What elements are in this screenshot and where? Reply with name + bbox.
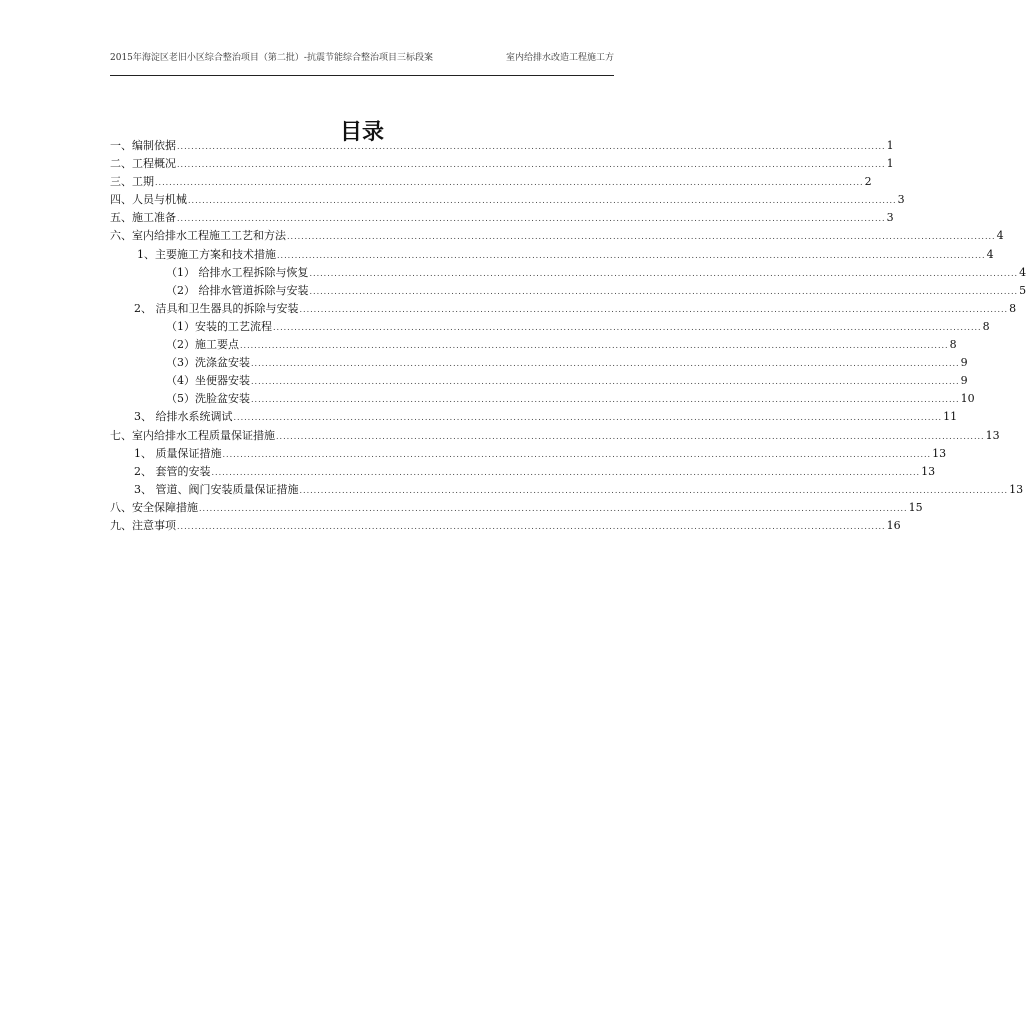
toc-entry-preparation[interactable] xyxy=(110,209,894,227)
toc-page-number: 1 xyxy=(886,157,894,171)
toc-entry-notes[interactable] xyxy=(110,517,901,535)
toc-entry-overview[interactable] xyxy=(110,155,894,173)
toc-page-number: 3 xyxy=(886,211,894,225)
toc-leader-dots: ........................................................................................................................................................................................................ xyxy=(299,304,1009,314)
toc-entry-valve-quality[interactable] xyxy=(110,481,1024,499)
toc-page-number: 13 xyxy=(1009,482,1024,496)
toc-entry-washbasin[interactable] xyxy=(110,390,975,408)
toc-page-number: 11 xyxy=(943,410,958,424)
toc-entry-text: 3、 给排水系统调试 xyxy=(134,410,233,424)
toc-entry-text: 五、施工准备 xyxy=(110,211,176,225)
header-divider xyxy=(110,75,614,76)
toc-entry-text: （1）安装的工艺流程 xyxy=(166,319,272,333)
toc-entry-text: 六、室内给排水工程施工工艺和方法 xyxy=(110,229,286,243)
toc-leader-dots: ........................................................................................................................................................................................................ xyxy=(287,232,996,242)
toc-page-number: 2 xyxy=(864,175,872,189)
toc-entry-text: （4）坐便器安装 xyxy=(166,374,250,388)
toc-leader-dots: ........................................................................................................................................................................................................ xyxy=(251,359,960,369)
toc-leader-dots: ........................................................................................................................................................................................................ xyxy=(177,521,886,531)
toc-page-number: 16 xyxy=(886,518,901,532)
toc-entry-sink[interactable] xyxy=(110,354,968,372)
toc-entry-text: 三、工期 xyxy=(110,175,154,189)
toc-entry-text: （2） 给排水管道拆除与安装 xyxy=(166,283,309,297)
header-section-title: 室内给排水改造工程施工方 xyxy=(505,53,614,63)
toc-page-number: 8 xyxy=(949,338,957,352)
toc-page-number: 4 xyxy=(986,247,994,261)
toc-entry-personnel[interactable] xyxy=(110,191,905,209)
toc-leader-dots: ........................................................................................................................................................................................................ xyxy=(309,268,1019,278)
toc-page-number: 9 xyxy=(960,356,968,370)
toc-leader-dots: ........................................................................................................................................................................................................ xyxy=(299,485,1009,495)
toc-leader-dots: ........................................................................................................................................................................................................ xyxy=(240,341,949,351)
toc-entry-system-testing[interactable] xyxy=(110,408,958,426)
toc-leader-dots: ........................................................................................................................................................................................................ xyxy=(155,178,864,188)
table-of-contents xyxy=(110,137,1026,535)
toc-leader-dots: ........................................................................................................................................................................................................ xyxy=(222,449,932,459)
toc-entry-schedule[interactable] xyxy=(110,173,872,191)
toc-entry-pipe-installation[interactable] xyxy=(110,282,1026,300)
toc-leader-dots: ........................................................................................................................................................................................................ xyxy=(273,322,982,332)
toc-page-number: 15 xyxy=(908,500,923,514)
toc-entry-process-flow[interactable] xyxy=(110,318,990,336)
toc-page-number: 13 xyxy=(985,428,1000,442)
toc-entry-text: 1、主要施工方案和技术措施 xyxy=(137,247,276,261)
toc-page-number: 3 xyxy=(897,193,905,207)
toc-entry-text: （1） 给排水工程拆除与恢复 xyxy=(166,265,309,279)
toc-entry-text: 3、 管道、阀门安装质量保证措施 xyxy=(134,482,299,496)
toc-entry-text: 九、注意事项 xyxy=(110,518,176,532)
toc-entry-text: （2）施工要点 xyxy=(166,338,239,352)
toc-leader-dots: ........................................................................................................................................................................................................ xyxy=(251,377,960,387)
toc-entry-sleeve-installation[interactable] xyxy=(110,463,936,481)
toc-page-number: 4 xyxy=(1019,265,1026,279)
toc-entry-quality-measures[interactable] xyxy=(110,445,947,463)
toc-page-number: 5 xyxy=(1019,283,1026,297)
toc-page-number: 1 xyxy=(886,139,894,152)
toc-leader-dots: ........................................................................................................................................................................................................ xyxy=(251,395,960,405)
toc-leader-dots: ........................................................................................................................................................................................................ xyxy=(309,286,1019,296)
toc-entry-text: 八、安全保障措施 xyxy=(110,500,198,514)
toc-entry-text: 四、人员与机械 xyxy=(110,193,187,207)
toc-entry-quality-assurance[interactable] xyxy=(110,427,1000,445)
toc-leader-dots: ........................................................................................................................................................................................................ xyxy=(233,413,943,423)
toc-entry-text: （3）洗涤盆安装 xyxy=(166,356,250,370)
toc-page-number: 9 xyxy=(960,374,968,388)
toc-page-number: 8 xyxy=(982,319,990,333)
toc-page-number: 4 xyxy=(996,229,1004,243)
toc-entry-text: 一、编制依据 xyxy=(110,139,176,152)
toc-entry-text: 2、 套管的安装 xyxy=(134,464,211,478)
toc-leader-dots: ........................................................................................................................................................................................................ xyxy=(177,160,886,170)
toc-entry-text: 七、室内给排水工程质量保证措施 xyxy=(110,428,275,442)
toc-leader-dots: ........................................................................................................................................................................................................ xyxy=(188,196,897,206)
toc-entry-fixtures[interactable] xyxy=(110,300,1017,318)
toc-entry-demolition-restoration[interactable] xyxy=(110,264,1026,282)
toc-entry-toilet[interactable] xyxy=(110,372,968,390)
toc-leader-dots: ........................................................................................................................................................................................................ xyxy=(277,250,986,260)
toc-entry-safety[interactable] xyxy=(110,499,923,517)
toc-entry-key-points[interactable] xyxy=(110,336,957,354)
toc-entry-main-plan[interactable] xyxy=(110,246,994,264)
toc-entry-text: 二、工程概况 xyxy=(110,157,176,171)
toc-leader-dots: ........................................................................................................................................................................................................ xyxy=(177,142,886,151)
toc-entry-text: （5）洗脸盆安装 xyxy=(166,392,250,406)
toc-entry-text: 1、 质量保证措施 xyxy=(134,446,222,460)
toc-entry-construction-methods[interactable] xyxy=(110,227,1004,245)
toc-entry-text: 2、 洁具和卫生器具的拆除与安装 xyxy=(134,301,299,315)
header-document-title: 2015年海淀区老旧小区综合整治项目（第二批）-抗震节能综合整治项目三标段案 xyxy=(110,53,433,63)
page-title: 目录 xyxy=(339,119,384,145)
toc-entry-basis[interactable] xyxy=(110,137,894,155)
toc-page-number: 13 xyxy=(932,446,947,460)
toc-leader-dots: ........................................................................................................................................................................................................ xyxy=(199,503,908,513)
toc-leader-dots: ........................................................................................................................................................................................................ xyxy=(211,467,921,477)
toc-leader-dots: ........................................................................................................................................................................................................ xyxy=(177,214,886,224)
toc-page-number: 8 xyxy=(1009,301,1017,315)
toc-page-number: 13 xyxy=(921,464,936,478)
toc-page-number: 10 xyxy=(960,392,975,406)
toc-leader-dots: ........................................................................................................................................................................................................ xyxy=(276,431,985,441)
